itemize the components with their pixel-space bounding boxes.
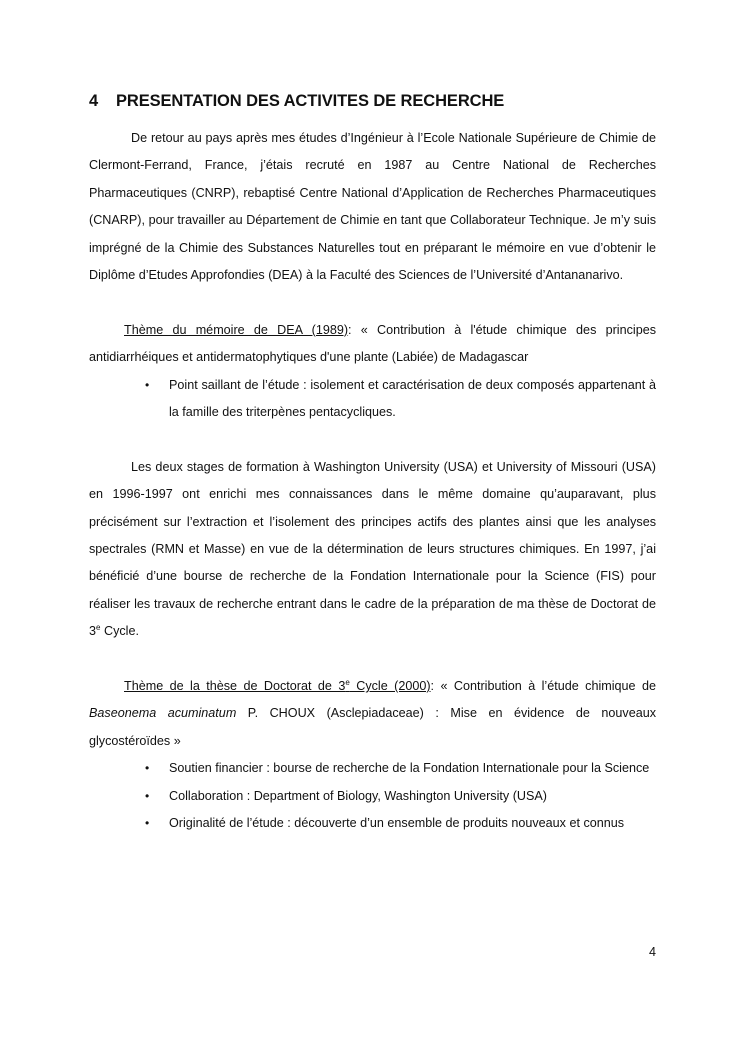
- thesis-bullet-list: [89, 755, 656, 837]
- training-tail: Cycle.: [100, 624, 139, 639]
- list-item-text: Soutien financier : bourse de recherche de la Fondation Internationale pour la Science: [169, 761, 650, 776]
- thesis-theme-text-end: P. CHOUX (Asclepiadaceae) : Mise en évidence de nouveaux glycostéroïdes »: [89, 706, 656, 748]
- dea-theme-label: Thème du mémoire de DEA (1989): [124, 322, 349, 337]
- list-item: [145, 810, 656, 837]
- list-item-text: Collaboration : Department of Biology, Washington University (USA): [169, 788, 547, 803]
- page-number: 4: [648, 945, 656, 959]
- thesis-theme-paragraph: [89, 673, 656, 755]
- list-item-text: Point saillant de l’étude : isolement et caractérisation de deux composés appartenant à la famille des triterpènes pentacycliques.: [169, 377, 656, 420]
- spacer: [89, 426, 656, 453]
- superscript: e: [96, 623, 101, 633]
- training-text: Les deux stages de formation à Washington University (USA) et University of Missouri (USA) en 1996-1997 ont enrichi mes connaissances dans le même domaine qu’auparavant, plus précisément sur l’extraction et l’isolement des principes actifs des plantes ainsi que les analyses spectrales (RMN et Masse) en vue de la détermination de leurs structures chimiques. En 1997, j’ai bénéficié d’une bourse de recherche de la Fondation Internationale pour la Science (FIS) pour réaliser les travaux de recherche entrant dans le cadre de la préparation de ma thèse de Doctorat de 3: [89, 459, 656, 639]
- list-item: [145, 372, 656, 427]
- spacer: [89, 646, 656, 673]
- thesis-theme-text: : « Contribution à l’étude chimique de: [430, 679, 656, 694]
- superscript: e: [345, 677, 350, 687]
- list-item-text: Originalité de l’étude : découverte d’un ensemble de produits nouveaux et connus: [169, 816, 625, 831]
- list-item: [145, 783, 656, 810]
- dea-theme-paragraph: [89, 317, 656, 372]
- thesis-theme-label: [124, 679, 431, 693]
- dea-bullet-list: [89, 372, 656, 427]
- training-paragraph: [89, 454, 656, 646]
- section-heading: [89, 88, 656, 114]
- section-number: 4: [89, 92, 99, 110]
- dea-theme-text: : « Contribution à l'étude chimique des principes antidiarrhéiques et antidermatophytiques d'une plante (Labiée) de Madagascar: [89, 322, 657, 365]
- bullet-icon: •: [145, 761, 150, 776]
- intro-paragraph: De retour au pays après mes études d’Ingénieur à l’Ecole Nationale Supérieure de Chimie de Clermont-Ferrand, France, j’étais recruté en 1987 au Centre National de Recherches Pharmaceutiques (CNRP), rebaptisé Centre National d’Application de Recherches Pharmaceutiques (CNARP), pour travailler au Département de Chimie en tant que Collaborateur Technique. Je m’y suis imprégné de la Chimie des Substances Naturelles tout en préparant le mémoire en vue d’obtenir le Diplôme d’Etudes Approfondies (DEA) à la Faculté des Sciences de l’Université d’Antananarivo.: [89, 131, 656, 283]
- list-item: [145, 755, 656, 782]
- thesis-label-part: Cycle (2000): [349, 679, 431, 694]
- bullet-icon: •: [145, 377, 150, 392]
- page-content: [89, 88, 656, 838]
- species-name: Baseonema acuminatum: [89, 706, 237, 721]
- bullet-icon: •: [145, 788, 150, 803]
- section-title: PRESENTATION DES ACTIVITES DE RECHERCHE: [116, 92, 505, 110]
- thesis-label-part: Thème de la thèse de Doctorat de 3: [124, 679, 346, 694]
- bullet-icon: •: [145, 816, 150, 831]
- spacer: [89, 289, 656, 316]
